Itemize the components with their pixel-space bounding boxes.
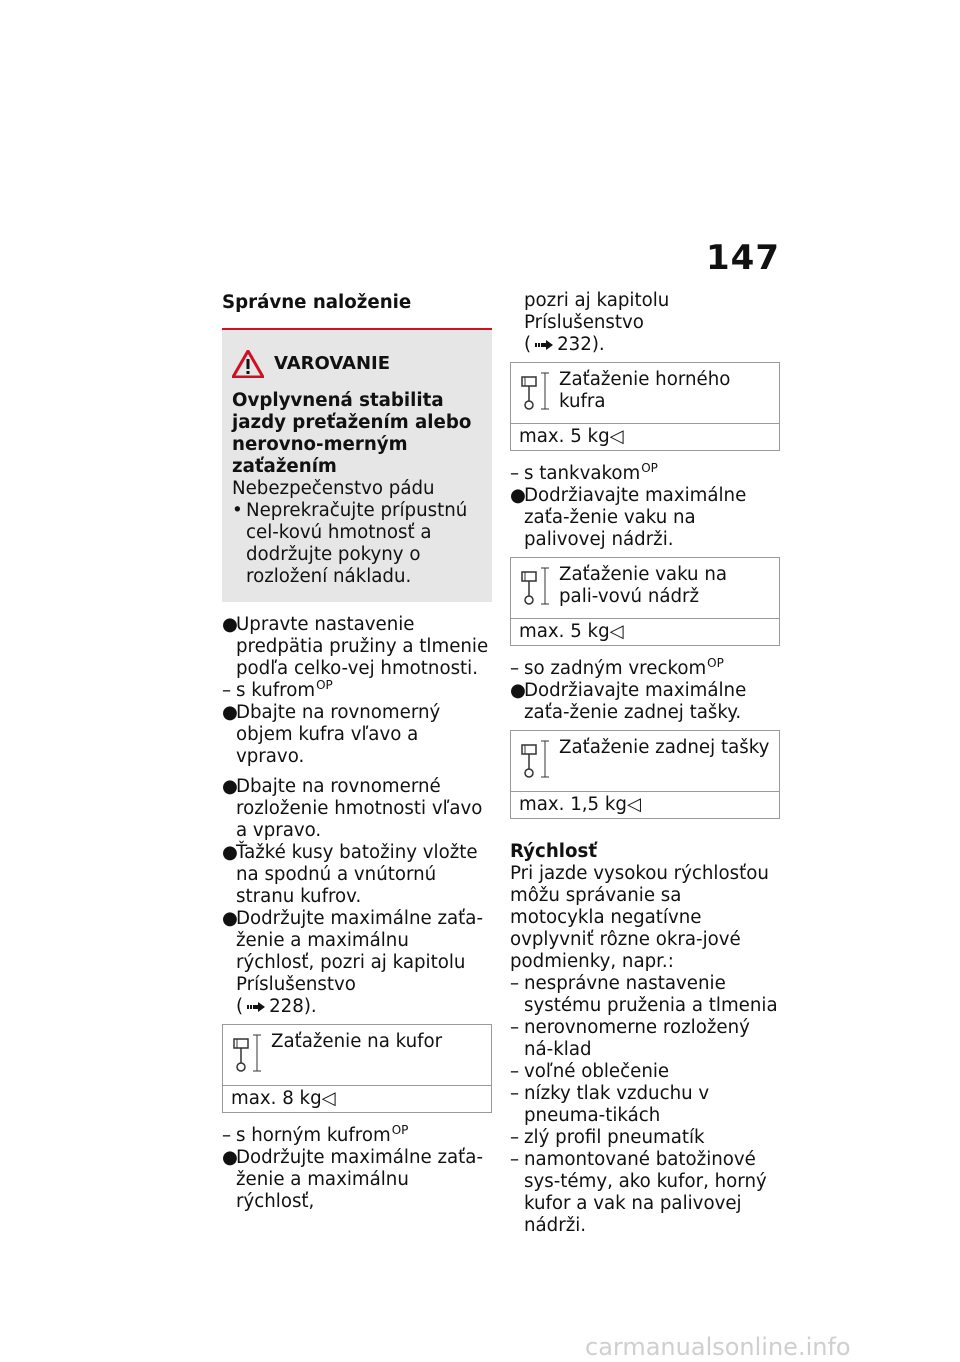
load-box-value: max. 5 kg◁ — [511, 618, 779, 645]
speed-paragraph: Pri jazde vysokou rýchlosťou môžu správanie sa motocykla negatívne ovplyvniť rôzne okra-jové podmienky, napr.: — [510, 863, 769, 972]
dash-item-text: s kufrom — [236, 680, 316, 701]
bullet-dot: ● — [510, 485, 526, 506]
list-item — [222, 702, 492, 768]
load-box-label: Zaťaženie na kufor — [271, 1031, 443, 1052]
list-item-text: pozri aj kapitolu Príslušenstvo — [524, 290, 670, 333]
load-box-tank-bag — [510, 557, 780, 646]
load-box-value: max. 1,5 kg◁ — [511, 791, 779, 818]
list-item-text: Upravte nastavenie predpätia pružiny a tlmenie podľa celko-vej hmotnosti. — [236, 614, 489, 679]
dash-item-text: nesprávne nastavenie systému pruženia a tlmenia — [524, 973, 778, 1016]
list-item — [222, 842, 492, 908]
page-reference-number: 228). — [269, 996, 317, 1017]
bullet-dot: ● — [222, 614, 238, 635]
list-item-text: Dbajte na rovnomerný objem kufra vľavo a vpravo. — [236, 702, 441, 767]
dash-item — [510, 1017, 780, 1061]
page-reference-number: 232). — [557, 334, 605, 355]
warning-box — [222, 330, 492, 602]
load-box-top-case — [510, 362, 780, 451]
warning-bullet — [232, 500, 482, 588]
dash-item — [510, 658, 780, 680]
dash-mark: – — [510, 658, 520, 679]
list-item-text: Ťažké kusy batožiny vložte na spodnú a vnútornú stranu kufrov. — [236, 842, 478, 907]
dash-item — [510, 1083, 780, 1127]
list-item-text: Dodržujte maximálne zaťa-ženie a maximálnu rýchlosť, — [236, 1147, 484, 1212]
list-item — [222, 614, 492, 680]
right-column — [510, 290, 780, 1237]
dash-mark: – — [222, 680, 232, 701]
dash-item — [510, 1149, 780, 1237]
page-ref-arrow-icon — [247, 1002, 265, 1012]
option-superscript: OP — [391, 1123, 409, 1137]
bullet-dot: ● — [510, 680, 526, 701]
weight-load-icon — [231, 1031, 265, 1077]
warning-header — [232, 350, 482, 378]
bullet-dot: ● — [222, 1147, 238, 1168]
weight-load-icon — [519, 369, 553, 415]
dash-item-text: s tankvakom — [524, 463, 641, 484]
bullet-dot: ● — [222, 702, 238, 723]
dash-mark: – — [510, 1061, 520, 1082]
load-box-label: Zaťaženie zadnej tašky — [559, 737, 770, 758]
load-box-value: max. 5 kg◁ — [511, 423, 779, 450]
list-item — [510, 680, 780, 724]
list-item — [222, 908, 492, 1018]
bullet-dot: ● — [222, 908, 238, 929]
weight-load-icon — [519, 737, 553, 783]
warning-triangle-icon — [232, 350, 264, 378]
list-item-text: Dbajte na rovnomerné rozloženie hmotnosti vľavo a vpravo. — [236, 776, 483, 841]
bullet-dot: • — [232, 500, 243, 521]
load-box-value: max. 8 kg◁ — [223, 1085, 491, 1112]
list-item-text: Dodržujte maximálne zaťa-ženie a maximálnu rýchlosť, pozri aj kapitolu Príslušenstvo — [236, 908, 484, 995]
dash-item-text: namontované batožinové sys-témy, ako kufor, horný kufor a vak na palivovej nádrži. — [524, 1149, 767, 1236]
dash-mark: – — [510, 1017, 520, 1038]
dash-mark: – — [510, 1083, 520, 1104]
option-superscript: OP — [316, 678, 333, 692]
warning-title: VAROVANIE — [274, 353, 391, 374]
section-heading-loading: Správne naloženie — [222, 292, 412, 313]
list-item — [222, 776, 492, 842]
dash-item — [510, 463, 780, 485]
watermark: carmanualsonline.info — [585, 1333, 851, 1361]
option-superscript: OP — [707, 656, 724, 670]
dash-mark: – — [510, 973, 520, 994]
list-item — [510, 485, 780, 551]
warning-subtitle: Nebezpečenstvo pádu — [232, 478, 435, 499]
list-item-text: Dodržiavajte maximálne zaťa-ženie vaku na palivovej nádrži. — [524, 485, 747, 550]
list-item-continued — [510, 290, 780, 356]
page-number: 147 — [706, 238, 780, 278]
dash-mark: – — [222, 1125, 232, 1146]
load-box-case — [222, 1024, 492, 1113]
dash-item-text: so zadným vreckom — [524, 658, 707, 679]
list-item — [222, 1147, 492, 1213]
warning-bold-text: Ovplyvnená stabilita jazdy preťažením alebo nerovno-merným zaťažením — [232, 390, 472, 477]
dash-item-text: s horným kufrom — [236, 1125, 391, 1146]
load-box-label: Zaťaženie vaku na pali-vovú nádrž — [559, 564, 728, 607]
dash-mark: – — [510, 1127, 520, 1148]
dash-item-text: nízky tlak vzduchu v pneuma-tikách — [524, 1083, 710, 1126]
dash-item — [510, 973, 780, 1017]
dash-mark: – — [510, 463, 520, 484]
weight-load-icon — [519, 564, 553, 610]
option-superscript: OP — [641, 461, 658, 475]
dash-item — [222, 680, 492, 702]
page-reference[interactable]: ( 232). — [524, 334, 605, 355]
bullet-dot: ● — [222, 776, 238, 797]
dash-mark: – — [510, 1149, 520, 1170]
list-item-text: Dodržiavajte maximálne zaťa-ženie zadnej tašky. — [524, 680, 747, 723]
load-box-label: Zaťaženie horného kufra — [559, 369, 731, 412]
dash-item-text: zlý profil pneumatík — [524, 1127, 705, 1148]
dash-item-text: voľné oblečenie — [524, 1061, 670, 1082]
page-reference[interactable]: ( 228). — [236, 996, 317, 1017]
dash-item — [222, 1125, 492, 1147]
dash-item — [510, 1061, 780, 1083]
page-ref-arrow-icon — [535, 340, 553, 350]
load-box-rear-bag — [510, 730, 780, 819]
bullet-dot: ● — [222, 842, 238, 863]
dash-item — [510, 1127, 780, 1149]
section-heading-speed: Rýchlosť — [510, 841, 598, 862]
left-column — [222, 290, 492, 1213]
warning-bullet-text: Neprekračujte prípustnú cel-kovú hmotnosť a dodržujte pokyny o rozložení nákladu. — [246, 500, 468, 587]
dash-item-text: nerovnomerne rozložený ná-klad — [524, 1017, 750, 1060]
